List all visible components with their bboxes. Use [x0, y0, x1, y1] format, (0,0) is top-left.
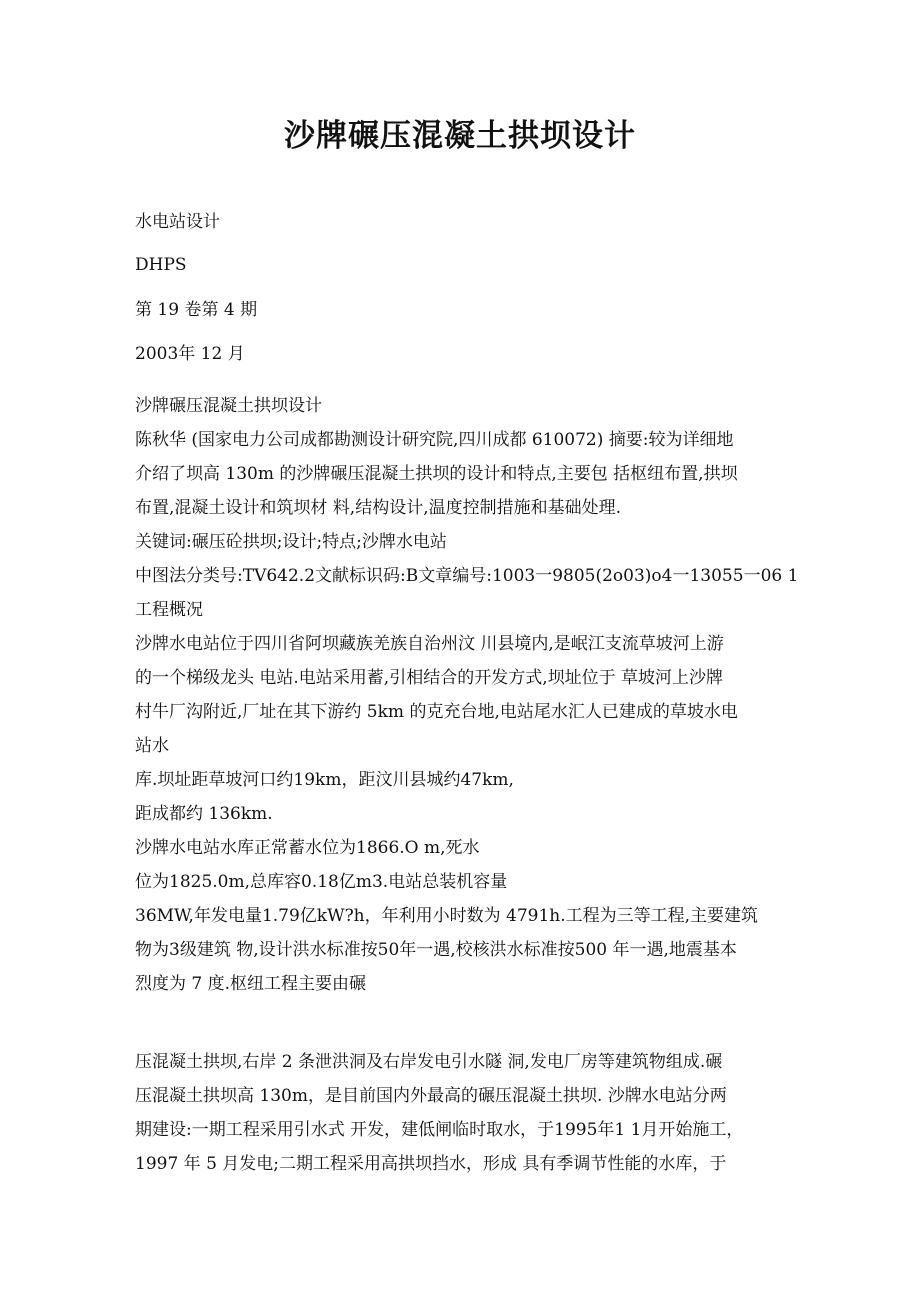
journal-code: DHPS: [135, 255, 187, 275]
article-text-block-2: [135, 1045, 795, 1181]
journal-name: 水电站设计: [135, 212, 220, 232]
text-line: 布置,混凝土设计和筑坝材 料,结构设计,温度控制措施和基础处理.: [135, 498, 622, 518]
text-line: 村牛厂沟附近,厂址在其下游约 5km 的克充台地,电站尾水汇人已建成的草坡水电: [135, 702, 738, 722]
text-line: 位为1825.0m,总库容0.18亿m3.电站总装机容量: [135, 872, 508, 892]
text-line: 沙牌水电站水库正常蓄水位为1866.O m,死水: [135, 838, 480, 858]
document-title: 沙牌碾压混凝土拱坝设计: [284, 118, 636, 154]
text-line: 期建设:一期工程采用引水式 开发，建低闸临时取水，于1995年1 1月开始施工，: [135, 1120, 744, 1140]
volume-issue: 第 19 卷第 4 期: [135, 300, 258, 320]
text-line: 距成都约 136km.: [135, 804, 273, 824]
publication-date: 2003年 12 月: [135, 344, 245, 364]
text-line: 沙牌碾压混凝土拱坝设计: [135, 396, 322, 416]
text-line: 的一个梯级龙头 电站.电站采用蓄,引相结合的开发方式,坝址位于 草坡河上沙牌: [135, 668, 724, 688]
text-line: 库.坝址距草坡河口约19km，距汶川县城约47km,: [135, 770, 514, 790]
text-line: 站水: [135, 736, 169, 756]
text-line: 压混凝土拱坝高 130m，是目前国内外最高的碾压混凝土拱坝. 沙牌水电站分两: [135, 1086, 727, 1106]
text-line: 1997 年 5 月发电;二期工程采用高拱坝挡水，形成 具有季调节性能的水库，于: [135, 1154, 727, 1174]
text-line: 沙牌水电站位于四川省阿坝藏族羌族自治州汶 川县境内,是岷江支流草坡河上游: [135, 634, 724, 654]
text-line: 压混凝土拱坝,右岸 2 条泄洪洞及右岸发电引水隧 洞,发电厂房等建筑物组成.碾: [135, 1052, 723, 1072]
text-line: 陈秋华 (国家电力公司成都勘测设计研究院,四川成都 610072) 摘要:较为详细地: [135, 430, 734, 450]
text-line: 物为3级建筑 物,设计洪水标准按50年一遇,校核洪水标准按500 年一遇,地震基本: [135, 940, 737, 960]
text-line: 烈度为 7 度.枢纽工程主要由碾: [135, 974, 367, 994]
text-line: 关键词:碾压砼拱坝;设计;特点;沙牌水电站: [135, 532, 447, 552]
article-text-block-1: [135, 389, 799, 1001]
text-line: 工程概况: [135, 600, 203, 620]
text-line: 中图法分类号:TV642.2文献标识码:B文章编号:1003一9805(2o03)o4一13055一06 1: [135, 566, 799, 586]
text-line: 介绍了坝高 130m 的沙牌碾压混凝土拱坝的设计和特点,主要包 括枢纽布置,拱坝: [135, 464, 738, 484]
text-line: 36MW,年发电量1.79亿kW?h，年利用小时数为 4791h.工程为三等工程,主要建筑: [135, 906, 759, 926]
